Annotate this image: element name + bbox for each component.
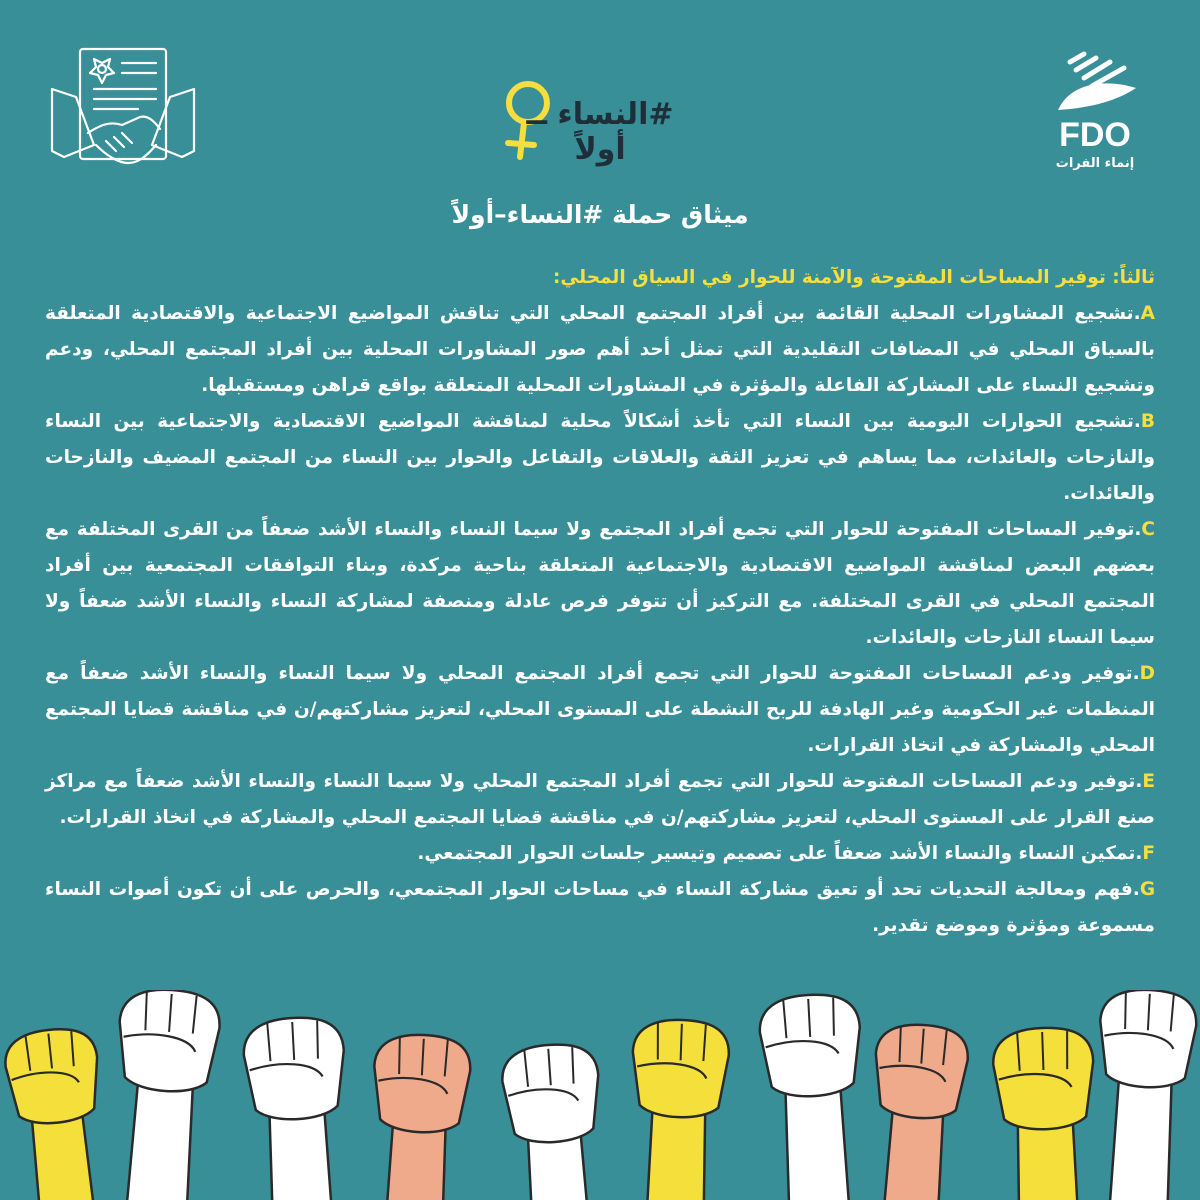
fist-yellow [625, 1018, 730, 1200]
fdo-logo [1040, 48, 1150, 183]
campaign-hashtag-logo [500, 75, 700, 165]
item-letter: D [1139, 663, 1155, 684]
campaign-hashtag-text: #النساء ــ أولاً [526, 97, 674, 167]
section-heading: ثالثاً: توفير المساحات المفتوحة والآمنة للحوار في السياق المحلي: [553, 267, 1155, 288]
charter-item-a [45, 296, 1155, 404]
fist-yellow [992, 1026, 1101, 1200]
item-text: .تشجيع المشاورات المحلية القائمة بين أفراد المجتمع المحلي التي تناقش المواضيع الاجتماعية والاقتصادية المتعلقة بالسياق المحلي في المضافات التقليدية التي تمثل أحد أهم صور المشاورات المحلية بين أفراد المجتمع المحلي، ودعم وتشجيع النساء على المشاركة الفاعلة والمؤثرة في المشاورات المحلية المتعلقة بواقع قراهن ومستقبلها. [45, 303, 1155, 396]
fist-white [500, 1042, 614, 1200]
charter-item-f [45, 836, 1155, 872]
charter-item-c [45, 512, 1155, 656]
fist-white [242, 1015, 355, 1200]
charter-item-g [45, 872, 1155, 944]
fdo-logo-text: FDO [1059, 116, 1131, 154]
fist-white [1088, 990, 1197, 1200]
raised-fists-illustration [0, 990, 1200, 1200]
item-text: .تمكين النساء والنساء الأشد ضعفاً على تصميم وتيسير جلسات الحوار المجتمعي. [417, 843, 1143, 864]
charter-content [45, 260, 1155, 944]
fist-yellow [2, 1025, 121, 1200]
item-letter: B [1140, 411, 1155, 432]
charter-item-b [45, 404, 1155, 512]
fist-white [104, 990, 222, 1200]
item-letter: C [1141, 519, 1155, 540]
item-text: .فهم ومعالجة التحديات تحد أو تعيق مشاركة النساء في مساحات الحوار المجتمعي، والحرص على أن تكون أصوات النساء مسموعة ومؤثرة وموضع تقدير. [45, 879, 1155, 936]
charter-item-d [45, 656, 1155, 764]
fdo-logo-icon [1040, 48, 1150, 158]
fist-white [758, 992, 871, 1200]
item-text: .توفير ودعم المساحات المفتوحة للحوار التي تجمع أفراد المجتمع المحلي ولا سيما النساء والنساء الأشد ضعفاً مع المنظمات غير الحكومية وغير الهادفة للربح النشطة على المستوى المحلي، لتعزيز مشاركتهم/ن في مناقشة قضايا المجتمع المحلي والمشاركة في اتخاذ القرارات. [45, 663, 1155, 756]
handshake-agreement-icon [48, 45, 198, 190]
charter-item-e [45, 764, 1155, 836]
item-letter: E [1142, 771, 1155, 792]
fist-skin [362, 1032, 471, 1200]
page-title: ميثاق حملة #النساء–أولاً [451, 200, 749, 229]
fdo-logo-caption: إنماء الفرات [1055, 156, 1135, 171]
item-text: .توفير المساحات المفتوحة للحوار التي تجمع أفراد المجتمع ولا سيما النساء والنساء الأشد ضعفاً من القرى المختلفة مع بعضهم البعض لمناقشة المواضيع الاقتصادية والاجتماعية المتعلقة بناحية مركدة، وبناء التوافقات المجتمعية بين أفراد المجتمع المحلي في القرى المختلفة. مع التركيز أن تتوفر فرص عادلة ومنصفة لمشاركة النساء والنساء الأشد ضعفاً ولا سيما النساء النازحات والعائدات. [45, 519, 1155, 648]
fist-skin [860, 1022, 970, 1200]
item-letter: F [1142, 843, 1155, 864]
item-text: .تشجيع الحوارات اليومية بين النساء التي تأخذ أشكالاً محلية لمناقشة المواضيع الاقتصادية والاجتماعية بين النساء والنازحات والعائدات، مما يساهم في تعزيز الثقة والعلاقات والتفاعل والحوار بين النساء من المجتمع المضيف والنازحات والعائدات. [45, 411, 1155, 504]
item-letter: A [1140, 303, 1155, 324]
item-letter: G [1139, 879, 1155, 900]
item-text: .توفير ودعم المساحات المفتوحة للحوار التي تجمع أفراد المجتمع المحلي ولا سيما النساء والنساء الأشد ضعفاً مع مراكز صنع القرار على المستوى المحلي، لتعزيز مشاركتهم/ن في مناقشة قضايا المجتمع المحلي والمشاركة في اتخاذ القرارات. [45, 771, 1155, 828]
